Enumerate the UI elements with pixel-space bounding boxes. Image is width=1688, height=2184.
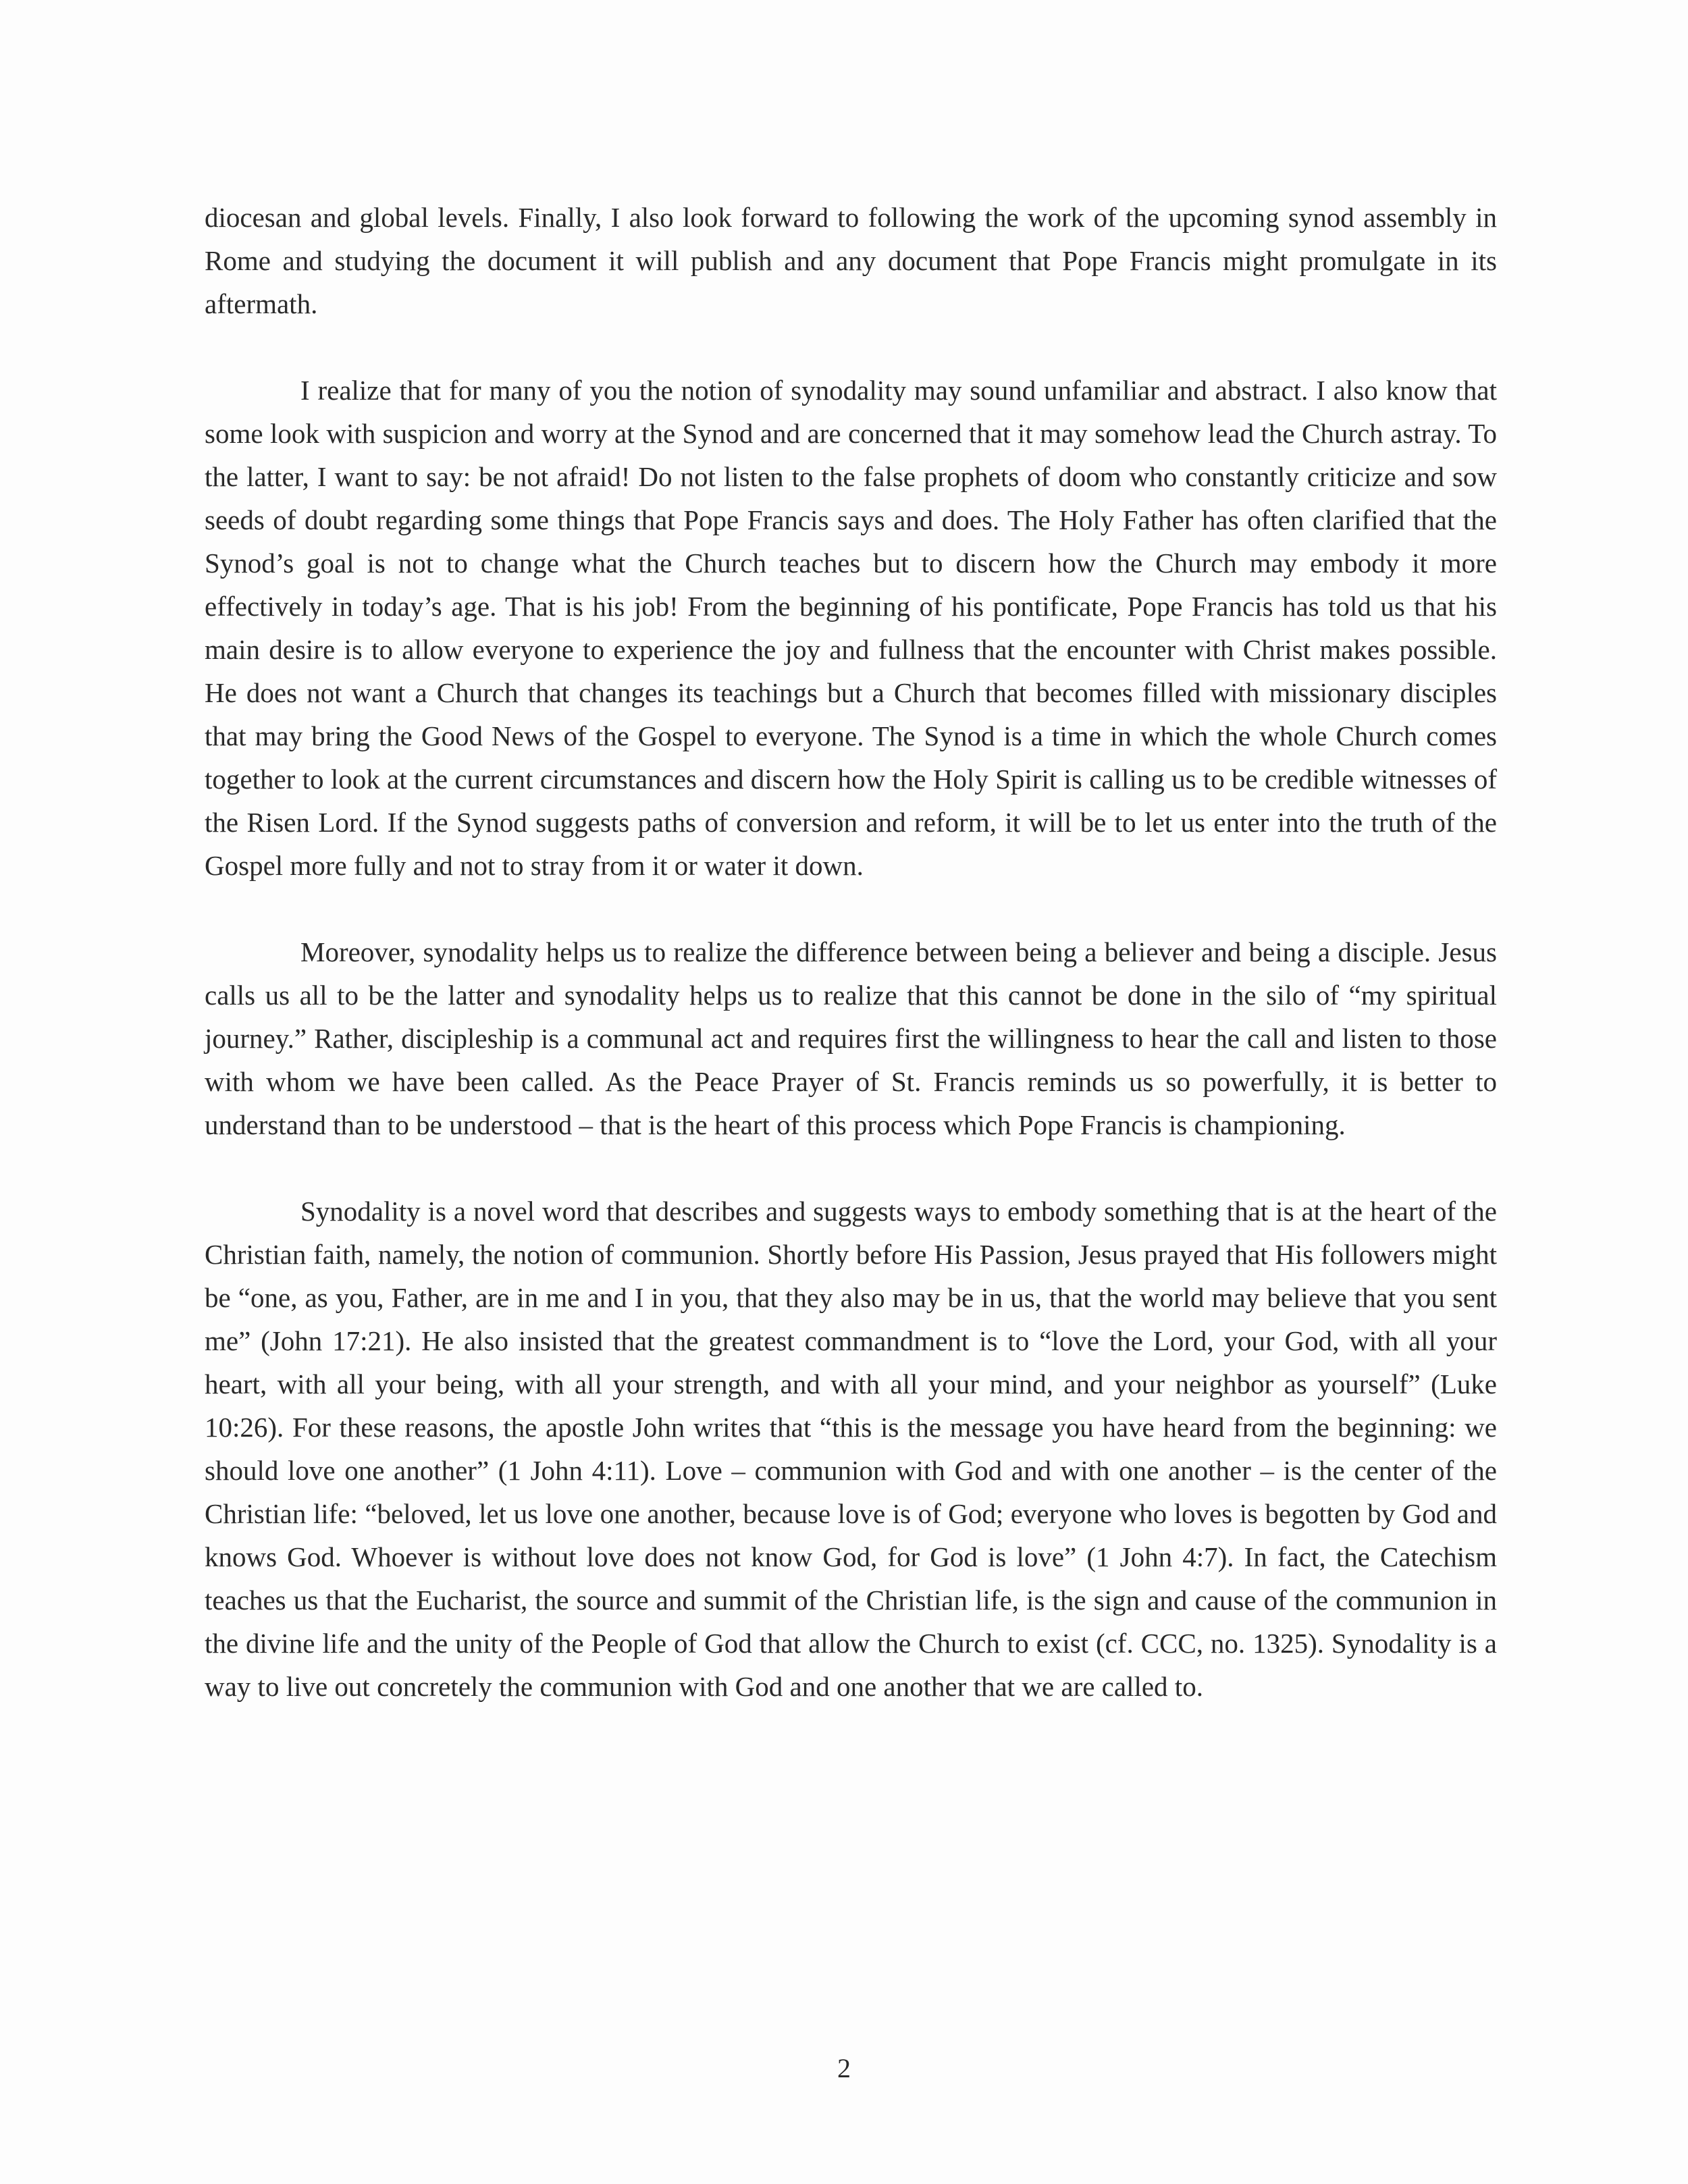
page-number: 2 (837, 2053, 851, 2083)
paragraph-continuation: diocesan and global levels. Finally, I also look forward to following the work of the upcoming synod assembly in Rome and studying the document it will publish and any document that Pope Francis might promulgate in its aftermath. (205, 202, 1497, 319)
paragraph-discipleship: Moreover, synodality helps us to realize the difference between being a believer and being a disciple. Jesus calls us all to be the latter and synodality helps us to realize that this cannot be done in the silo of “my spiritual journey.” Rather, discipleship is a communal act and requires first the willingness to hear the call and listen to those with whom we have been called. As the Peace Prayer of St. Francis reminds us so powerfully, it is better to understand than to be understood – that is the heart of this process which Pope Francis is championing. (205, 936, 1497, 1140)
body-text (205, 196, 1497, 1751)
paragraph-communion: Synodality is a novel word that describes and suggests ways to embody something that is at the heart of the Christian faith, namely, the notion of communion. Shortly before His Passion, Jesus prayed that His followers might be “one, as you, Father, are in me and I in you, that they also may be in us, that the world may believe that you sent me” (John 17:21). He also insisted that the greatest commandment is to “love the Lord, your God, with all your heart, with all your being, with all your strength, and with all your mind, and your neighbor as yourself” (Luke 10:26). For these reasons, the apostle John writes that “this is the message you have heard from the beginning: we should love one another” (1 John 4:11). Love – communion with God and with one another – is the center of the Christian life: “beloved, let us love one another, because love is of God; everyone who loves is begotten by God and knows God. Whoever is without love does not know God, for God is love” (1 John 4:7). In fact, the Catechism teaches us that the Eucharist, the source and summit of the Christian life, is the sign and cause of the communion in the divine life and the unity of the People of God that allow the Church to exist (cf. CCC, no. 1325). Synodality is a way to live out concretely the communion with God and one another that we are called to. (205, 1196, 1497, 1702)
paragraph-synod-concerns: I realize that for many of you the notion of synodality may sound unfamiliar and abstract. I also know that some look with suspicion and worry at the Synod and are concerned that it may somehow lead the Church astray. To the latter, I want to say: be not afraid! Do not listen to the false prophets of doom who constantly criticize and sow seeds of doubt regarding some things that Pope Francis says and does. The Holy Father has often clarified that the Synod’s goal is not to change what the Church teaches but to discern how the Church may embody it more effectively in today’s age. That is his job! From the beginning of his pontificate, Pope Francis has told us that his main desire is to allow everyone to experience the joy and fullness that the encounter with Christ makes possible. He does not want a Church that changes its teachings but a Church that becomes filled with missionary disciples that may bring the Good News of the Gospel to everyone. The Synod is a time in which the whole Church comes together to look at the current circumstances and discern how the Holy Spirit is calling us to be credible witnesses of the Risen Lord. If the Synod suggests paths of conversion and reform, it will be to let us enter into the truth of the Gospel more fully and not to stray from it or water it down. (205, 375, 1497, 881)
